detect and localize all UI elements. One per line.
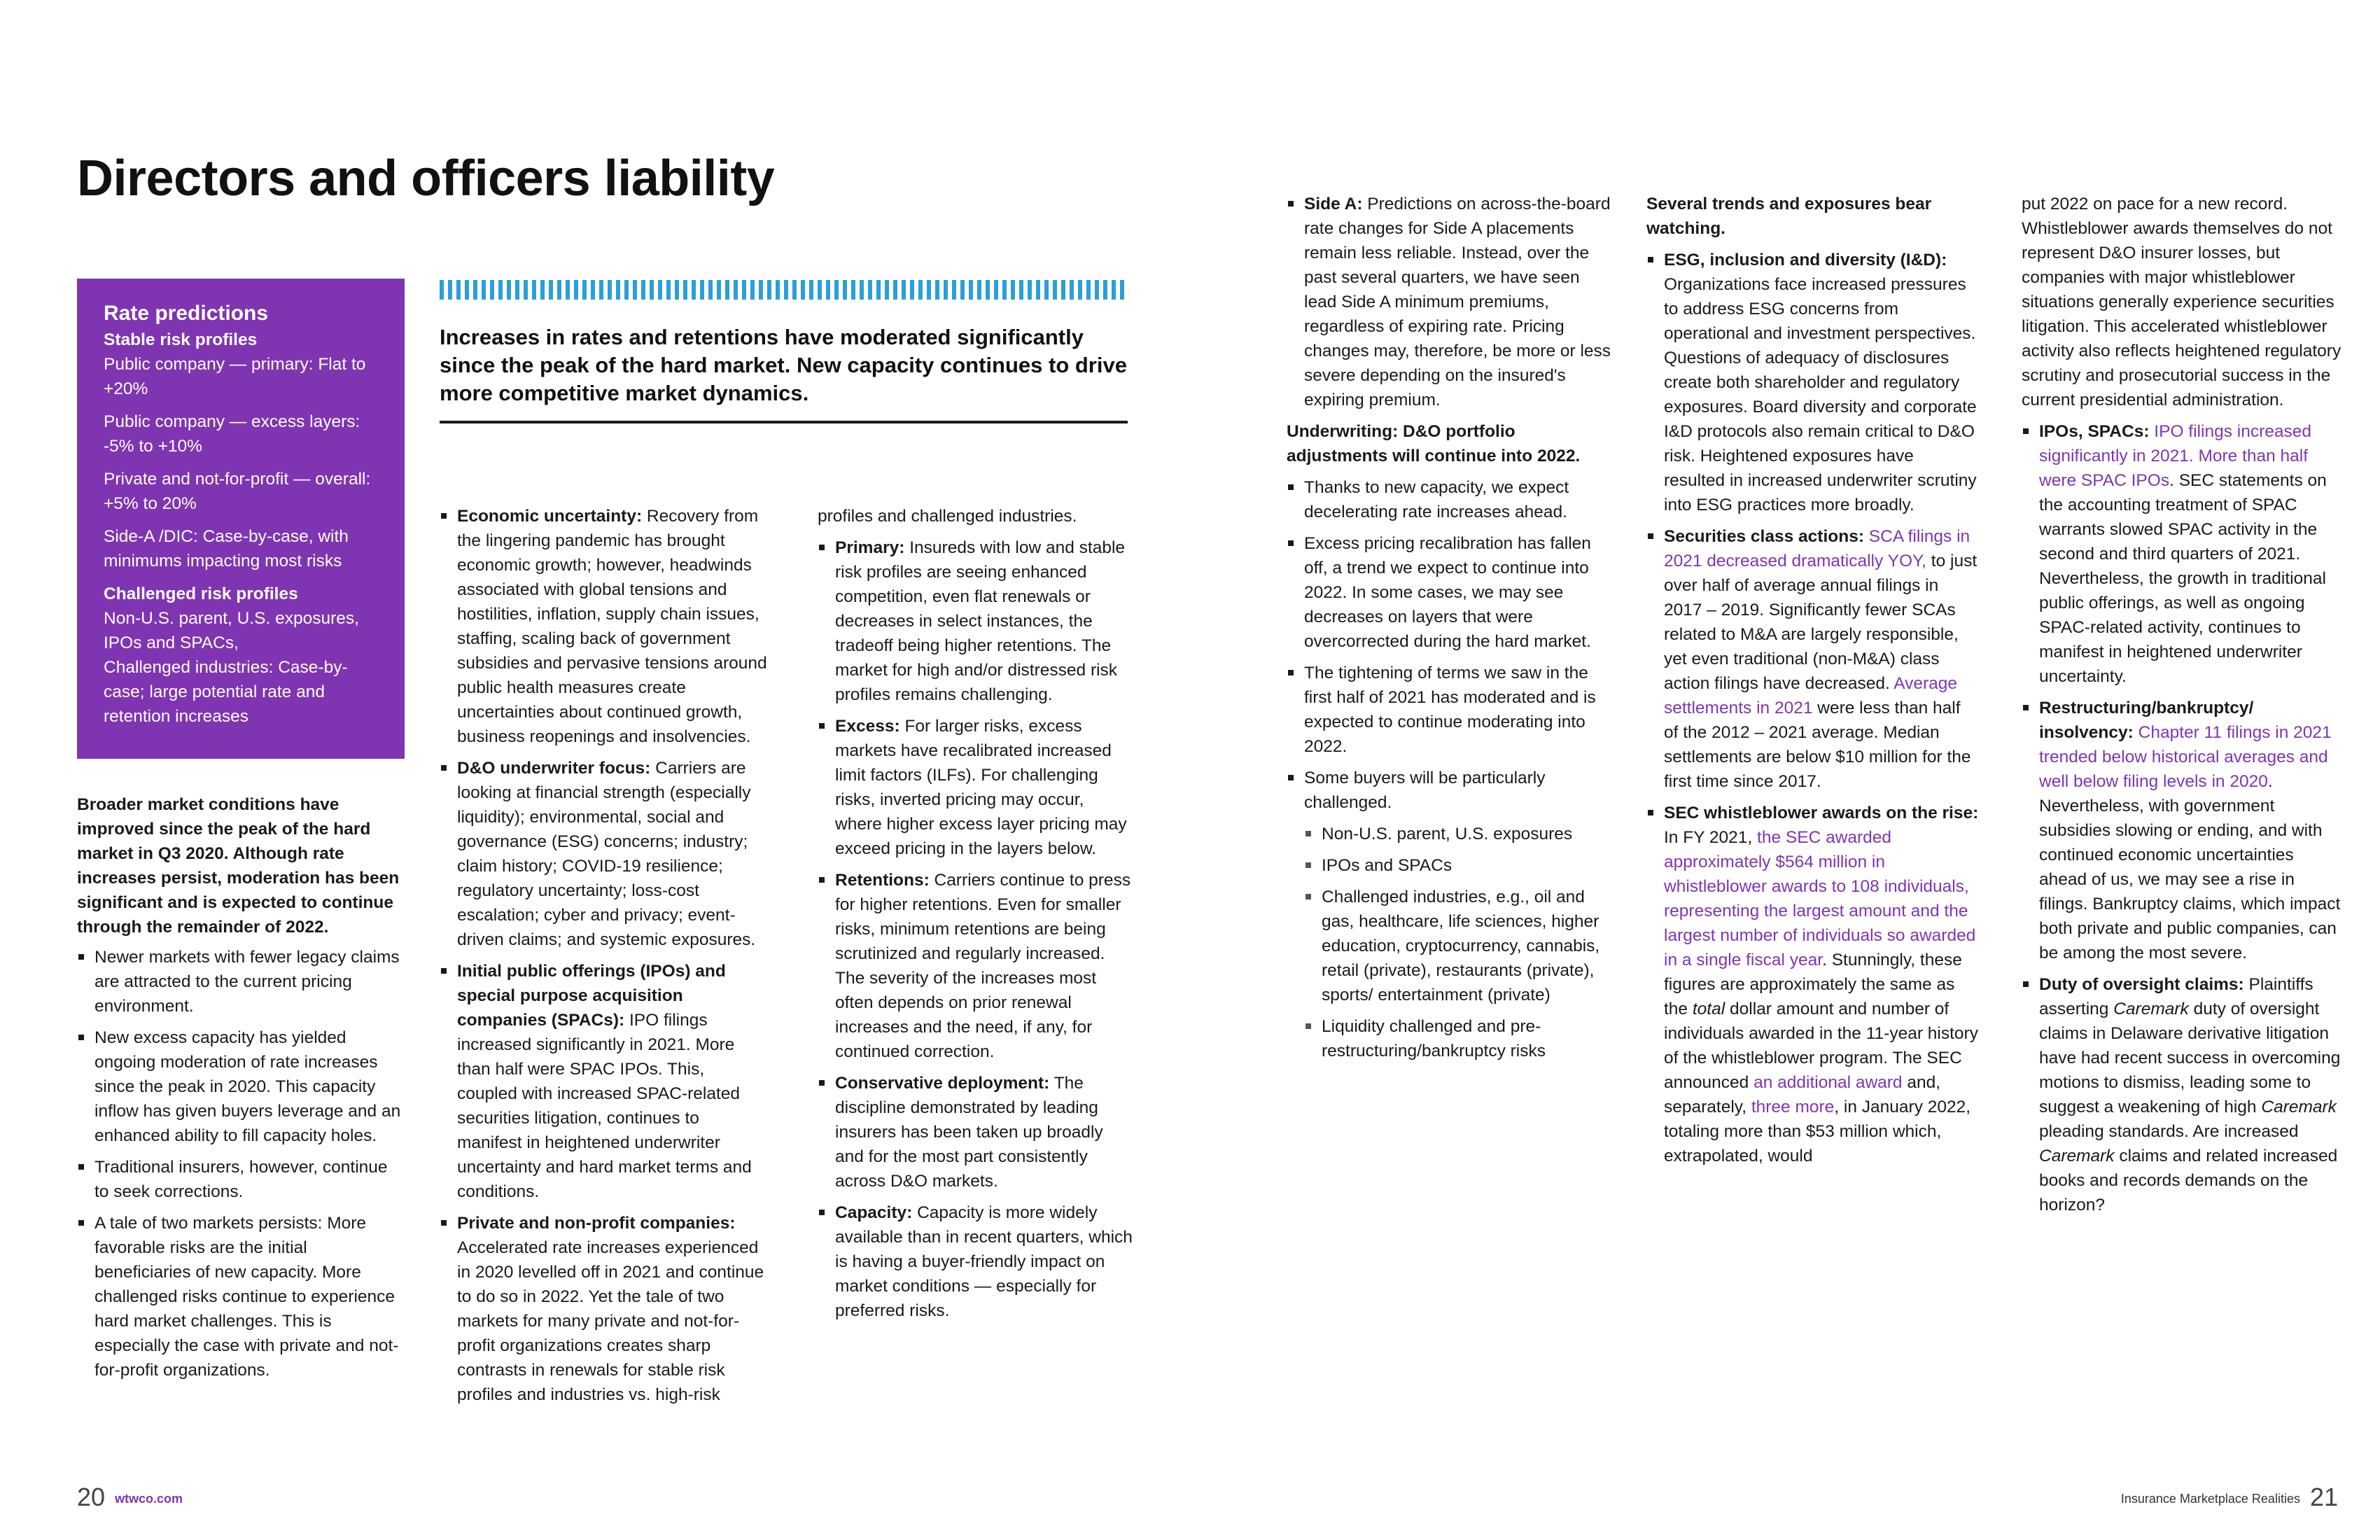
decorative-stripe [440,280,1128,300]
list-item [818,714,1133,861]
ipo-filings-link[interactable]: IPO filings increased significantly in 2021. More than half were SPAC IPOs [2039,422,2311,490]
item-label: Retentions: [835,871,930,890]
item-text: were less than half of the 2012 – 2021 average. Median settlements are below $10 million for the first time since 2017. [1664,699,1971,791]
list-item [818,536,1133,707]
emphasis: Caremark [2039,1147,2115,1166]
item-text: Insureds with low and stable risk profiles are seeing enhanced competition, even flat renewals or decreases in select instances, the tradeoff being higher retentions. The market for high and/or distressed risk profiles remains challenging. [835,538,1126,704]
page-number: 21 [2309,1483,2338,1511]
continuation-text: put 2022 on pace for a new record. Whistleblower awards themselves do not represent D&O insurer losses, but companies with major whistleblower situations generally experience securities litigation. This accelerated whistleblower activity also reflects heightened regulatory scrutiny and prosecutorial success in the current presidential administration. [2022,195,2342,410]
item-text: For larger risks, excess markets have recalibrated increased limit factors (ILFs). For challenging risks, inverted pricing may occur, where higher excess layer pricing may exceed pricing in the layers below. [835,717,1127,858]
list-item [1646,248,1979,517]
emphasis: total [1692,1000,1726,1018]
item-label: Capacity: [835,1203,913,1222]
rate-item: Challenged industries: Case-by-case; large potential rate and retention increases [104,658,348,726]
list-item [440,504,769,749]
item-label: Economic uncertainty: [457,507,643,526]
item-text: pleading standards. Are increased [2039,1122,2299,1141]
three-more-link[interactable]: three more [1751,1098,1835,1116]
average-settlements-link[interactable]: Average settlements in 2021 [1664,674,1958,718]
item-label: IPOs, SPACs: [2039,422,2150,441]
list-item: New excess capacity has yielded ongoing moderation of rate increases since the peak in 2020. This capacity inflow has given buyers leverage and an enhanced ability to fill capacity holes. [77,1026,406,1148]
item-text: Carriers are looking at financial strength (especially liquidity); environmental, social and governance (ESG) concerns; industry; claim history; COVID-19 resilience; regulatory uncertainty; loss-cost escalation; cyber and privacy; event-driven claims; and systemic exposures. [457,759,756,949]
list-item [2022,696,2344,965]
list-item [1287,192,1616,412]
publication-name: Insurance Marketplace Realities [2120,1491,2300,1506]
list-item [1646,801,1979,1168]
list-item: A tale of two markets persists: More favorable risks are the initial beneficiaries of new capacity. More challenged risks continue to experience hard market challenges. This is especially the case with private and not-for-profit organizations. [77,1211,406,1382]
item-label: Side A: [1304,195,1363,214]
column-1 [77,792,406,1390]
rate-item: Private and not-for-profit — overall: +5% to 20% [104,470,371,513]
item-label: Excess: [835,717,900,736]
item-text: Organizations face increased pressures to address ESG concerns from operational and investment perspectives. Questions of adequacy of disclosures create both shareholder and regulatory exposures. Board diversity and corporate I&D protocols also remain critical to D&O risk. Heightened exposures have resulted in increased underwriter scrutiny into ESG practices more broadly. [1664,275,1977,514]
item-text: In FY 2021, [1664,828,1758,847]
item-label: Initial public offerings (IPOs) and special purpose acquisition companies (SPACs): [457,962,726,1030]
item-text: dollar amount and number of individuals awarded in the 11-year history of the whistleblower program. The SEC announced [1664,1000,1978,1092]
column-6 [2022,192,2344,1224]
underwriting-heading: Underwriting: D&O portfolio adjustments will continue into 2022. [1287,422,1581,465]
item-label: Restructuring/bankruptcy/ insolvency: [2039,699,2254,742]
item-label: SEC whistleblower awards on the rise: [1664,804,1979,822]
list-item: Traditional insurers, however, continue to seek corrections. [77,1155,406,1204]
item-text: Recovery from the lingering pandemic has brought economic growth; however, headwinds associated with global tensions and hostilities, inflation, supply chain issues, staffing, scaling back of government subsidies and pervasive tensions around public health measures create uncertainties about continued growth, business reopenings and insolvencies. [457,507,767,746]
rate-item: Side-A /DIC: Case-by-case, with minimums impacting most risks [104,527,349,570]
rate-item: Non-U.S. parent, U.S. exposures, IPOs and SPACs, [104,609,359,652]
column-4 [1287,192,1616,1070]
lead-paragraph: Increases in rates and retentions have moderated significantly since the peak of the hard market. New capacity continues to drive more competitive market dynamics. [440,325,1127,405]
list-item [2022,972,2344,1217]
emphasis: Caremark [2261,1098,2337,1116]
additional-award-link[interactable]: an additional award [1754,1073,1903,1092]
item-text: Accelerated rate increases experienced in 2020 levelled off in 2021 and continue to do so in 2022. Yet the tale of two markets for many private and not-for-profit organizations creates sharp contrasts in renewals for stable risk profiles and industries vs. high-risk [457,1238,764,1404]
challenged-risk-heading: Challenged risk profiles [104,584,298,603]
footer-right [2121,1483,2338,1512]
footer-left [77,1483,183,1512]
list-item [1287,766,1616,1063]
item-text: to just over half of average annual filings in 2017 – 2019. Significantly fewer SCAs related to M&A are largely responsible, yet even traditional (non-M&A) class action filings have decreased. [1664,552,1977,693]
trends-heading: Several trends and exposures bear watching. [1646,195,1932,238]
item-text: Predictions on across-the-board rate changes for Side A placements remain less reliable. Instead, over the past several quarters, we have seen lead Side A minimum premiums, regardless of expiring rate. Pricing changes may, therefore, be more or less severe depending on the insured's expiring premium. [1304,195,1611,410]
item-text: . Nevertheless, with government subsidies slowing or ending, and with continued economic uncertainties ahead of us, we may see a rise in filings. Bankruptcy claims, which impact both private and public companies, can be among the most severe. [2039,772,2341,962]
stable-risk-heading: Stable risk profiles [104,330,258,349]
sub-list-item: Liquidity challenged and pre-restructuring/bankruptcy risks [1304,1014,1616,1063]
item-text: Plaintiffs asserting [2039,975,2314,1018]
item-label: Securities class actions: [1664,527,1864,546]
column-5 [1646,192,1979,1175]
sub-list-item: Challenged industries, e.g., oil and gas, healthcare, life sciences, higher education, cryptocurrency, cannabis, retail (private), restaurants (private), sports/ entertainment (private) [1304,885,1616,1007]
item-label: Primary: [835,538,905,557]
rate-item: Public company — excess layers: -5% to +10% [104,412,360,456]
item-text: and, separately, [1664,1073,1941,1116]
item-text: duty of oversight claims in Delaware derivative litigation have had recent success in overcoming motions to dismiss, leading some to suggest a weakening of high [2039,1000,2341,1116]
sub-list-item: IPOs and SPACs [1304,853,1616,878]
item-text: IPO filings increased significantly in 2021. More than half were SPAC IPOs. This, coupled with increased SPAC-related securities litigation, continues to manifest in heightened underwriter uncertainty and hard market terms and conditions. [457,1011,752,1201]
chapter-11-link[interactable]: Chapter 11 filings in 2021 trended below historical averages and well below filing levels in 2020 [2039,723,2332,791]
intro-paragraph: Broader market conditions have improved since the peak of the hard market in Q3 2020. Although rate increases persist, moderation has been significant and is expected to continue through the remainder of 2022. [77,795,400,937]
item-text: , in January 2022, totaling more than $53 million which, extrapolated, would [1664,1098,1971,1166]
column-3 [818,504,1133,1330]
website-link[interactable]: wtwco.com [115,1491,183,1506]
sca-filings-link[interactable]: SCA filings in 2021 decreased dramatically YOY, [1664,527,1970,570]
divider [440,421,1128,424]
page-number: 20 [77,1483,106,1511]
item-label: D&O underwriter focus: [457,759,651,778]
list-item [1646,524,1979,794]
item-text: . SEC statements on the accounting treatment of SPAC warrants slowed SPAC activity in the second and third quarters of 2021. Nevertheless, the growth in traditional public offerings, as well as ongoing SPAC-related activity, continues to manifest in heightened underwriter uncertainty. [2039,471,2327,686]
rate-box-title: Rate predictions [104,302,269,325]
list-item [818,868,1133,1064]
list-item: The tightening of terms we saw in the first half of 2021 has moderated and is expected to continue moderating into 2022. [1287,661,1616,759]
item-text: Some buyers will be particularly challenged. [1304,769,1546,812]
list-item [440,1211,769,1407]
list-item: Newer markets with fewer legacy claims are attracted to the current pricing environment. [77,945,406,1018]
list-item [2022,419,2344,689]
item-text: . Stunningly, these figures are approximately the same as the [1664,951,1962,1018]
item-label: ESG, inclusion and diversity (I&D): [1664,251,1947,270]
column-2 [440,504,769,1414]
item-text: The discipline demonstrated by leading insurers has been taken up broadly and for the most part consistently across D&O markets. [835,1074,1103,1191]
page-title: Directors and officers liability [77,150,775,206]
list-item: Excess pricing recalibration has fallen off, a trend we expect to continue into 2022. In some cases, we may see decreases on layers that were overcorrected during the hard market. [1287,531,1616,654]
list-item [440,756,769,952]
sec-awards-link[interactable]: the SEC awarded approximately $564 million in whistleblower awards to 108 individuals, representing the largest amount and the largest number of individuals so awarded in a single fiscal year [1664,828,1976,969]
list-item [440,959,769,1204]
item-label: Duty of oversight claims: [2039,975,2244,994]
continuation-text: profiles and challenged industries. [818,507,1077,526]
list-item [818,1071,1133,1194]
rate-item: Public company — primary: Flat to +20% [104,355,366,398]
list-item: Thanks to new capacity, we expect decelerating rate increases ahead. [1287,475,1616,524]
sub-list-item: Non-U.S. parent, U.S. exposures [1304,822,1616,846]
item-label: Conservative deployment: [835,1074,1050,1093]
emphasis: Caremark [2113,1000,2189,1018]
list-item [818,1200,1133,1323]
item-text: claims and related increased books and records demands on the horizon? [2039,1147,2338,1214]
item-label: Private and non-profit companies: [457,1214,736,1233]
item-text: Carriers continue to press for higher retentions. Even for smaller risks, minimum retentions are being scrutinized and regularly increased. The severity of the increases most often depends on prior renewal increases and the need, if any, for continued correction. [835,871,1131,1061]
item-text: Capacity is more widely available than in recent quarters, which is having a buyer-friendly impact on market conditions — especially for preferred risks. [835,1203,1133,1320]
rate-predictions-box [77,279,405,759]
